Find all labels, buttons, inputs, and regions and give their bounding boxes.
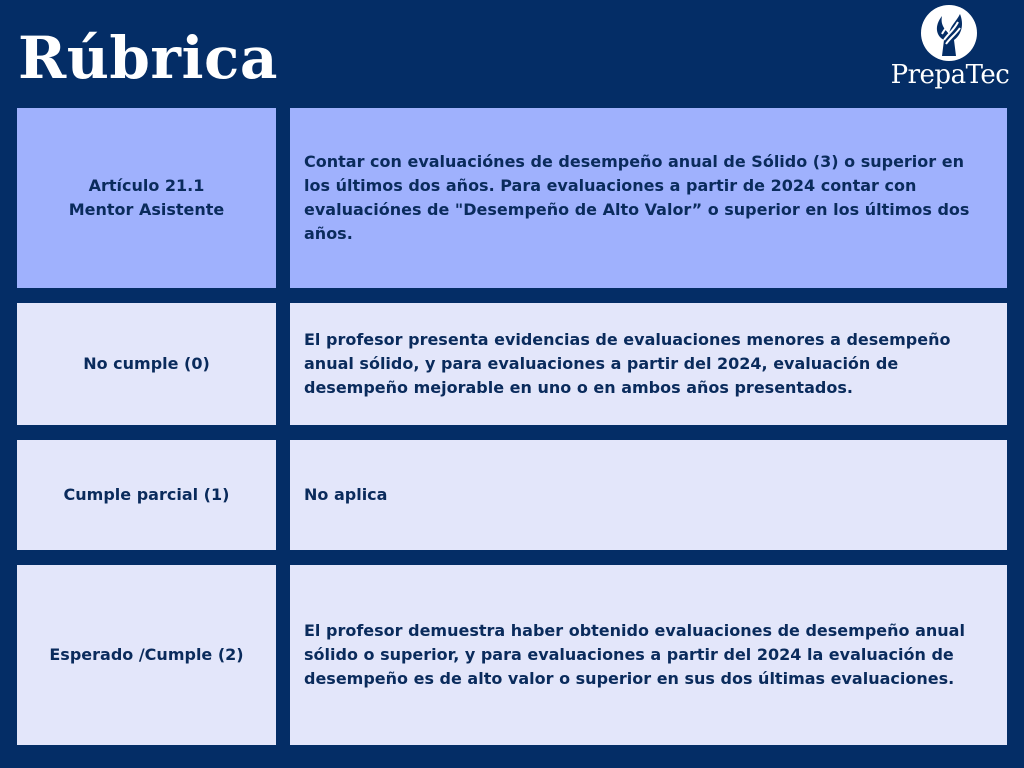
level-label: No cumple (0) — [83, 354, 210, 373]
rubric-level-cell — [17, 440, 276, 550]
article-number: Artículo 21.1 — [88, 176, 205, 195]
rubric-level-description-cell — [290, 440, 1007, 550]
level-label: Cumple parcial (1) — [63, 485, 230, 504]
criterion-description: Contar con evaluaciónes de desempeño anual de Sólido (3) o superior en los últimos dos años. Para evaluaciones a partir de 2024 contar con evaluaciónes de "Desempeño de Alto Valor” o superior en los últimos dos años. — [304, 152, 970, 243]
rubric-level-cell — [17, 303, 276, 425]
prepatec-logo — [880, 4, 1020, 96]
rubric-header-label-cell — [17, 108, 276, 288]
level-description: El profesor presenta evidencias de evaluaciones menores a desempeño anual sólido, y para evaluaciones a partir del 2024, evaluación de desempeño mejorable en uno o en ambos años presentados. — [304, 330, 951, 397]
torch-flame-icon — [920, 4, 978, 62]
logo-wordmark: PrepaTec — [890, 60, 1010, 90]
level-label: Esperado /Cumple (2) — [49, 645, 244, 664]
role-name: Mentor Asistente — [68, 200, 225, 219]
rubric-header-description-cell — [290, 108, 1007, 288]
level-description: No aplica — [304, 485, 388, 504]
rubric-level-description-cell — [290, 565, 1007, 745]
page-title: Rúbrica — [18, 24, 278, 92]
rubric-level-cell — [17, 565, 276, 745]
rubric-level-description-cell — [290, 303, 1007, 425]
level-description: El profesor demuestra haber obtenido evaluaciones de desempeño anual sólido o superior, y para evaluaciones a partir del 2024 la evaluación de desempeño es de alto valor o superior en sus dos últimas evaluaciones. — [304, 621, 965, 688]
